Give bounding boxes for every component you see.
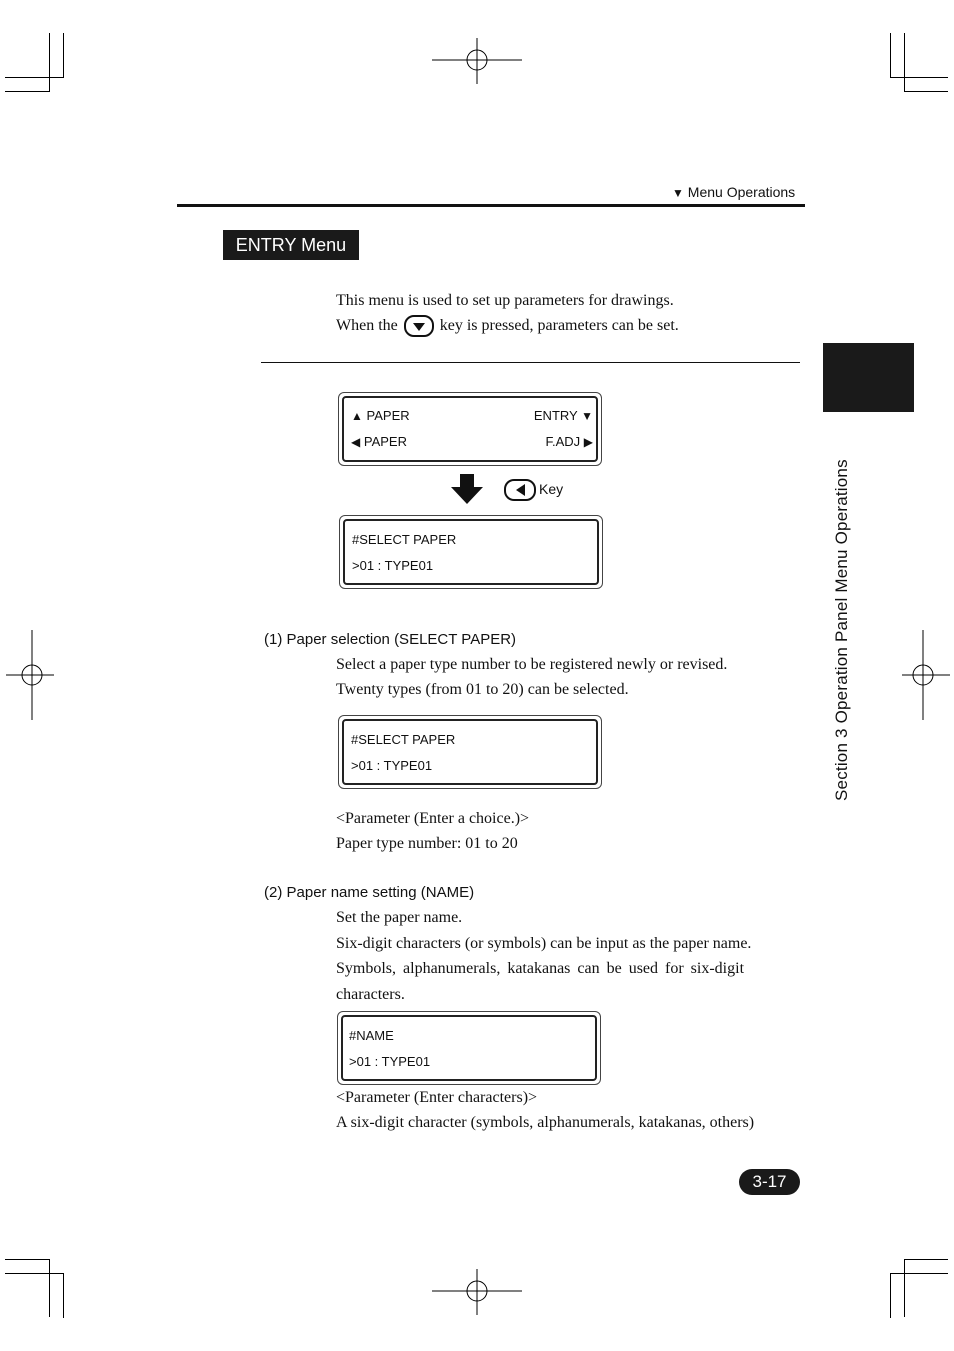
running-header (672, 184, 795, 200)
triangle-down-icon: ▼ (581, 409, 593, 423)
left-arrow-key-icon (504, 479, 536, 501)
step1-lcd-line-2: >01 : TYPE01 (351, 758, 433, 773)
step2-lcd-line-2: >01 : TYPE01 (349, 1054, 431, 1069)
registration-mark-top (430, 36, 524, 86)
section-side-label: Section 3 Operation Panel Menu Operations (832, 459, 851, 801)
step2-line-3: Symbols, alphanumerals, katakanas can be used for six-digit (336, 960, 745, 977)
page-number: 3-17 (739, 1169, 800, 1195)
step1-param-value: Paper type number: 01 to 20 (336, 835, 518, 852)
intro-line-2-after: key is pressed, parameters can be set. (439, 317, 679, 334)
step1-lcd-line-1: #SELECT PAPER (351, 732, 456, 747)
triangle-down-icon: ▼ (672, 186, 684, 200)
panel-row2-left: PAPER (363, 434, 407, 449)
down-arrow-icon (450, 474, 484, 504)
step2-line-2: Six-digit characters (or symbols) can be input as the paper name. (336, 935, 752, 952)
registration-mark-left (4, 628, 60, 722)
down-arrow-key-icon (404, 315, 434, 337)
step2-lcd-line-1: #NAME (349, 1028, 394, 1043)
registration-mark-right (896, 628, 952, 722)
step1-line-1: Select a paper type number to be registered newly or revised. (336, 656, 728, 673)
step2-param-heading: <Parameter (Enter characters)> (336, 1089, 538, 1106)
panel-display-result (339, 515, 603, 589)
step1-line-2: Twenty types (from 01 to 20) can be selected. (336, 681, 629, 698)
step1-lcd (338, 715, 602, 789)
section-tab (823, 343, 914, 412)
triangle-right-icon: ▶ (583, 435, 593, 449)
panel-row1-right: ENTRY (533, 408, 578, 423)
panel-row1-left: PAPER (366, 408, 410, 423)
step2-lcd (337, 1011, 601, 1085)
step2-param-value: A six-digit character (symbols, alphanumerals, katakanas, others) (336, 1114, 755, 1131)
result-line-2: >01 : TYPE01 (352, 558, 434, 573)
intro-line-1: This menu is used to set up parameters for drawings. (336, 292, 674, 309)
triangle-left-icon: ◀ (351, 435, 361, 449)
triangle-up-icon: ▲ (351, 409, 363, 423)
step1-param-heading: <Parameter (Enter a choice.)> (336, 810, 530, 827)
section-divider (261, 362, 800, 363)
key-label: Key (539, 481, 564, 497)
step2-heading: (2) Paper name setting (NAME) (264, 884, 475, 901)
registration-mark-bottom (430, 1267, 524, 1317)
step2-line-4: characters. (336, 986, 405, 1003)
header-rule (177, 204, 805, 207)
page-title: ENTRY Menu (223, 230, 359, 260)
header-section-ref: Menu Operations (687, 184, 796, 200)
step2-line-1: Set the paper name. (336, 909, 463, 926)
panel-row2-right: F.ADJ (545, 434, 581, 449)
step1-heading: (1) Paper selection (SELECT PAPER) (264, 631, 517, 648)
intro-line-2-before: When the (336, 317, 398, 334)
result-line-1: #SELECT PAPER (352, 532, 457, 547)
intro-line-2 (336, 313, 679, 338)
panel-display-top (338, 392, 602, 466)
